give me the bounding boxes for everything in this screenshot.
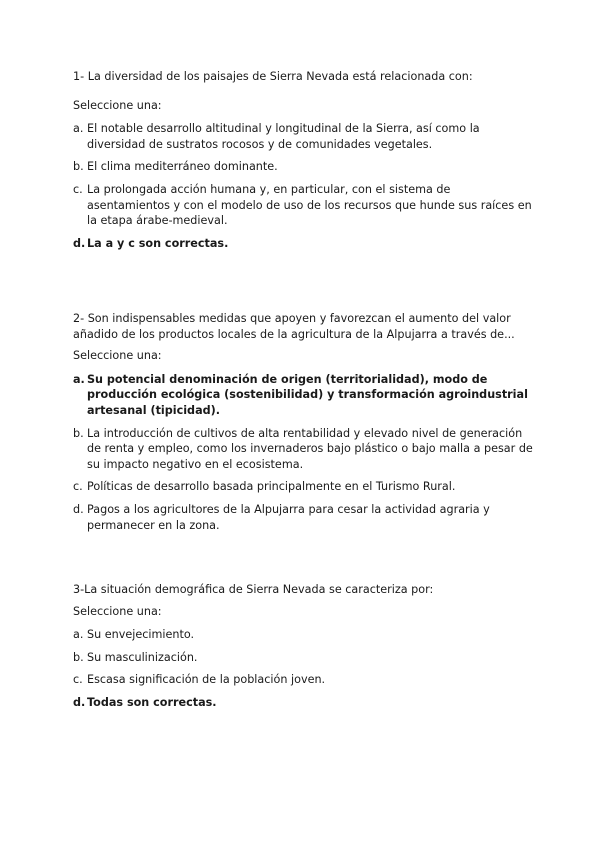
option-text: Su envejecimiento.: [87, 628, 195, 642]
option-a[interactable]: [73, 372, 533, 419]
option-letter: c.: [73, 182, 83, 196]
options-list: [73, 627, 533, 710]
select-prompt: Seleccione una:: [73, 349, 162, 363]
option-c[interactable]: [73, 182, 533, 229]
option-text: La introducción de cultivos de alta rentabilidad y elevado nivel de generación de renta y empleo, como los invernaderos bajo plástico o bajo malla a pesar de su impacto negativo en el ecosistema.: [87, 426, 533, 471]
option-d[interactable]: [73, 695, 533, 711]
option-a[interactable]: [73, 121, 533, 152]
question-text: 2- Son indispensables medidas que apoyen y favorezcan el aumento del valor añadido de los productos locales de la agricultura de la Alpujarra a través de...: [73, 312, 515, 341]
option-letter: c.: [73, 673, 83, 687]
option-text: El notable desarrollo altitudinal y longitudinal de la Sierra, así como la diversidad de sustratos rocosos y de comunidades vegetales.: [87, 122, 480, 151]
question-text: 1- La diversidad de los paisajes de Sierra Nevada está relacionada con:: [73, 70, 473, 83]
select-prompt: Seleccione una:: [73, 604, 162, 618]
option-text: La prolongada acción humana y, en particular, con el sistema de asentamientos y con el modelo de uso de los recursos que hunde sus raíces en la etapa árabe-medieval.: [87, 182, 532, 228]
question-3: [73, 582, 533, 711]
question-text: 3-La situación demográfica de Sierra Nevada se caracteriza por:: [73, 583, 434, 596]
option-letter: b.: [73, 426, 84, 440]
option-text: Políticas de desarrollo basada principalmente en el Turismo Rural.: [87, 480, 456, 494]
option-text: La a y c son correctas.: [87, 236, 229, 250]
option-text: Pagos a los agricultores de la Alpujarra para cesar la actividad agraria y permanecer en la zona.: [87, 502, 490, 532]
option-letter: a.: [73, 628, 84, 642]
option-letter: a.: [73, 372, 85, 386]
question-1: [73, 69, 533, 251]
option-d[interactable]: [73, 236, 533, 252]
option-b[interactable]: [73, 650, 533, 666]
select-prompt: Seleccione una:: [73, 98, 162, 112]
option-text: Su masculinización.: [87, 650, 198, 664]
option-a[interactable]: [73, 627, 533, 643]
option-b[interactable]: [73, 159, 533, 175]
option-letter: c.: [73, 480, 83, 494]
option-c[interactable]: [73, 479, 533, 495]
option-text: Escasa significación de la población joven.: [87, 673, 326, 687]
option-text: Todas son correctas.: [87, 695, 217, 709]
option-letter: a.: [73, 122, 84, 136]
option-letter: b.: [73, 160, 84, 174]
option-c[interactable]: [73, 672, 533, 688]
option-text: Su potencial denominación de origen (territorialidad), modo de producción ecológica (sostenibilidad) y transformación agroindustrial artesanal (tipicidad).: [87, 372, 528, 417]
option-letter: b.: [73, 650, 84, 664]
option-letter: d.: [73, 236, 86, 250]
options-list: [73, 121, 533, 251]
option-text: El clima mediterráneo dominante.: [87, 160, 278, 174]
option-letter: d.: [73, 502, 84, 516]
option-letter: d.: [73, 695, 86, 709]
option-b[interactable]: [73, 426, 533, 473]
option-d[interactable]: [73, 502, 533, 533]
options-list: [73, 372, 533, 533]
question-2: [73, 311, 533, 533]
